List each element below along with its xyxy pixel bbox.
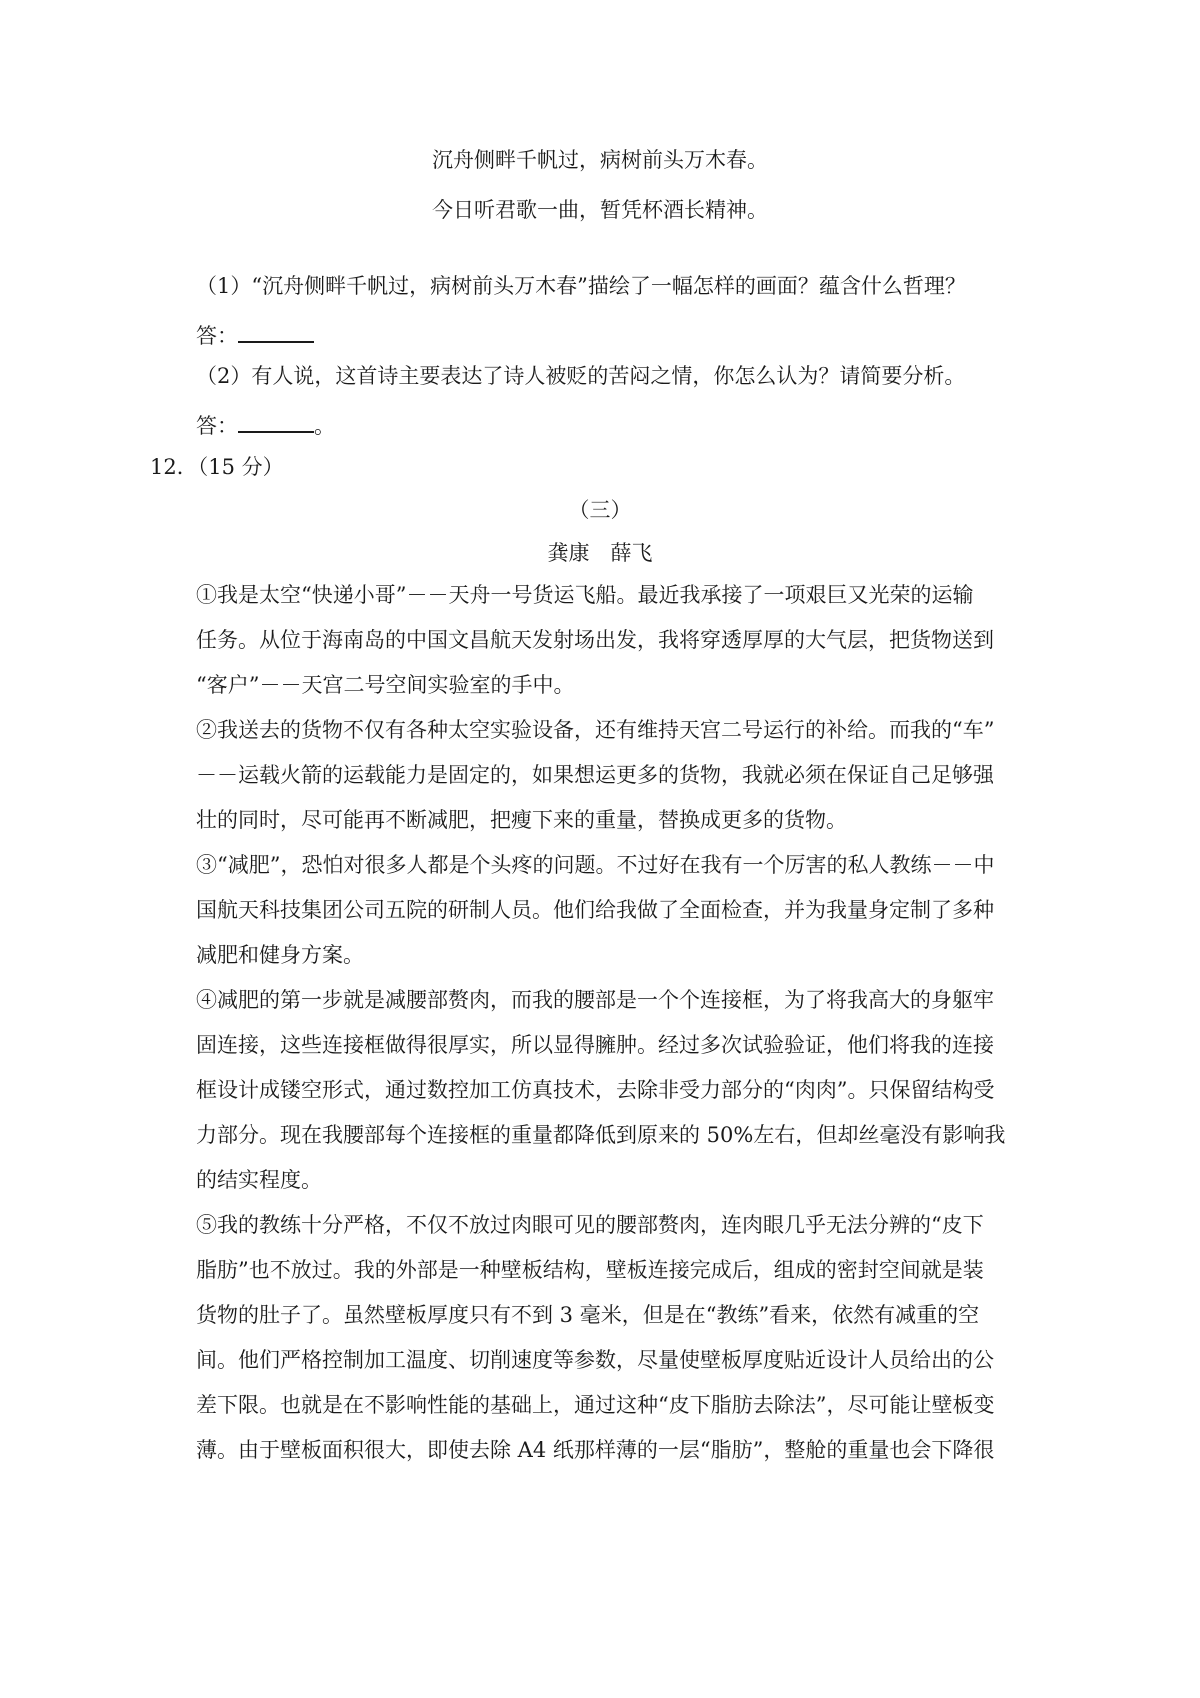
article-line: ⑤我的教练十分严格，不仅不放过肉眼可见的腰部赘肉，连肉眼几乎无法分辨的“皮下 bbox=[196, 1213, 984, 1237]
article-line: 力部分。现在我腰部每个连接框的重量都降低到原来的 50%左右，但却丝毫没有影响我 bbox=[196, 1123, 1006, 1147]
answer-label: 答： bbox=[196, 414, 238, 438]
article-line: 差下限。也就是在不影响性能的基础上，通过这种“皮下脂肪去除法”，尽可能让壁板变 bbox=[196, 1393, 995, 1417]
question-2-answer bbox=[196, 413, 335, 437]
poem-line-1: 沉舟侧畔千帆过，病树前头万木春。 bbox=[432, 148, 768, 172]
article-line: 的结实程度。 bbox=[196, 1168, 322, 1192]
answer-label: 答： bbox=[196, 324, 238, 348]
article-line: 国航天科技集团公司五院的研制人员。他们给我做了全面检查，并为我量身定制了多种 bbox=[196, 898, 994, 922]
article-line: －－运载火箭的运载能力是固定的，如果想运更多的货物，我就必须在保证自己足够强 bbox=[196, 763, 994, 787]
question-2-text: （2）有人说，这首诗主要表达了诗人被贬的苦闷之情，你怎么认为？请简要分析。 bbox=[196, 364, 966, 388]
question-1-text: （1）“沉舟侧畔千帆过，病树前头万木春”描绘了一幅怎样的画面？蕴含什么哲理？ bbox=[196, 274, 966, 298]
article-authors: 龚康 薛飞 bbox=[547, 541, 653, 565]
answer-end-punctuation: 。 bbox=[314, 414, 335, 438]
poem-line-2: 今日听君歌一曲，暂凭杯酒长精神。 bbox=[432, 198, 768, 222]
article-line: ①我是太空“快递小哥”－－天舟一号货运飞船。最近我承接了一项艰巨又光荣的运输 bbox=[196, 583, 974, 607]
section-part-title: （三） bbox=[568, 498, 632, 522]
article-line: 薄。由于壁板面积很大，即使去除 A4 纸那样薄的一层“脂肪”，整舱的重量也会下降很 bbox=[196, 1438, 995, 1462]
question-12-heading: 12．（15 分） bbox=[150, 455, 284, 479]
article-line: 固连接，这些连接框做得很厚实，所以显得臃肿。经过多次试验验证，他们将我的连接 bbox=[196, 1033, 994, 1057]
article-line: 任务。从位于海南岛的中国文昌航天发射场出发，我将穿透厚厚的大气层，把货物送到 bbox=[196, 628, 994, 652]
answer-blank[interactable] bbox=[238, 413, 314, 433]
article-line: 脂肪”也不放过。我的外部是一种壁板结构，壁板连接完成后，组成的密封空间就是装 bbox=[196, 1258, 984, 1282]
answer-blank[interactable] bbox=[238, 323, 314, 343]
article-line: “客户”－－天宫二号空间实验室的手中。 bbox=[196, 673, 575, 697]
article-line: ③“减肥”，恐怕对很多人都是个头疼的问题。不过好在我有一个厉害的私人教练－－中 bbox=[196, 853, 995, 877]
article-line: ②我送去的货物不仅有各种太空实验设备，还有维持天宫二号运行的补给。而我的“车” bbox=[196, 718, 995, 742]
article-line: 壮的同时，尽可能再不断减肥，把瘦下来的重量，替换成更多的货物。 bbox=[196, 808, 847, 832]
question-1-answer bbox=[196, 323, 314, 347]
article-line: 货物的肚子了。虽然壁板厚度只有不到 3 毫米，但是在“教练”看来，依然有减重的空 bbox=[196, 1303, 980, 1327]
article-line: 减肥和健身方案。 bbox=[196, 943, 364, 967]
article-line: 间。他们严格控制加工温度、切削速度等参数，尽量使壁板厚度贴近设计人员给出的公 bbox=[196, 1348, 994, 1372]
article-line: ④减肥的第一步就是减腰部赘肉，而我的腰部是一个个连接框，为了将我高大的身躯牢 bbox=[196, 988, 994, 1012]
article-line: 框设计成镂空形式，通过数控加工仿真技术，去除非受力部分的“肉肉”。只保留结构受 bbox=[196, 1078, 995, 1102]
